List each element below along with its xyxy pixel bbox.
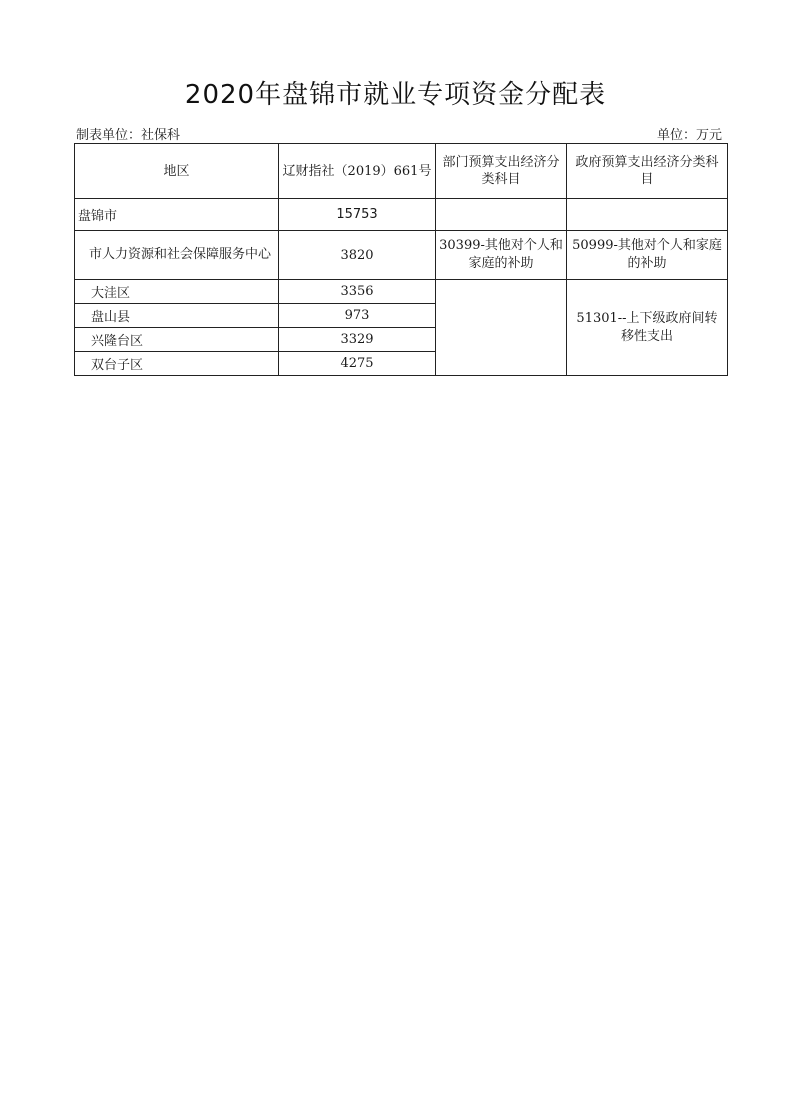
gov-subject-cell: 50999-其他对个人和家庭的补助 [567,231,728,280]
table-row [75,280,728,304]
page-title: 2020年盘锦市就业专项资金分配表 [184,80,607,110]
table-header-row [75,144,728,199]
amount-cell: 4275 [279,352,436,376]
dept-subject-cell: 30399-其他对个人和家庭的补助 [436,231,567,280]
prepared-by-label: 制表单位：社保科 [76,128,181,143]
meta-row [76,124,726,142]
amount-cell: 15753 [279,199,436,231]
amount-cell: 3820 [279,231,436,280]
region-cell: 盘山县 [75,304,279,328]
empty-cell [567,199,728,231]
table-row-center [75,231,728,280]
amount-cell: 973 [279,304,436,328]
region-cell: 兴隆台区 [75,328,279,352]
header-dept-subject: 部门预算支出经济分类科目 [436,144,567,199]
region-cell: 市人力资源和社会保障服务中心 [75,231,279,280]
unit-label: 单位：万元 [656,128,722,143]
amount-cell: 3356 [279,280,436,304]
empty-cell [436,199,567,231]
region-cell: 盘锦市 [75,199,279,231]
table-row-city [75,199,728,231]
header-region: 地区 [75,144,279,199]
amount-cell: 3329 [279,328,436,352]
gov-subject-merged-cell: 51301--上下级政府间转移性支出 [567,280,728,376]
header-document: 辽财指社（2019）661号 [279,144,436,199]
header-gov-subject: 政府预算支出经济分类科目 [567,144,728,199]
allocation-table [74,143,728,376]
dept-subject-merged-cell [436,280,567,376]
region-cell: 大洼区 [75,280,279,304]
region-cell: 双台子区 [75,352,279,376]
